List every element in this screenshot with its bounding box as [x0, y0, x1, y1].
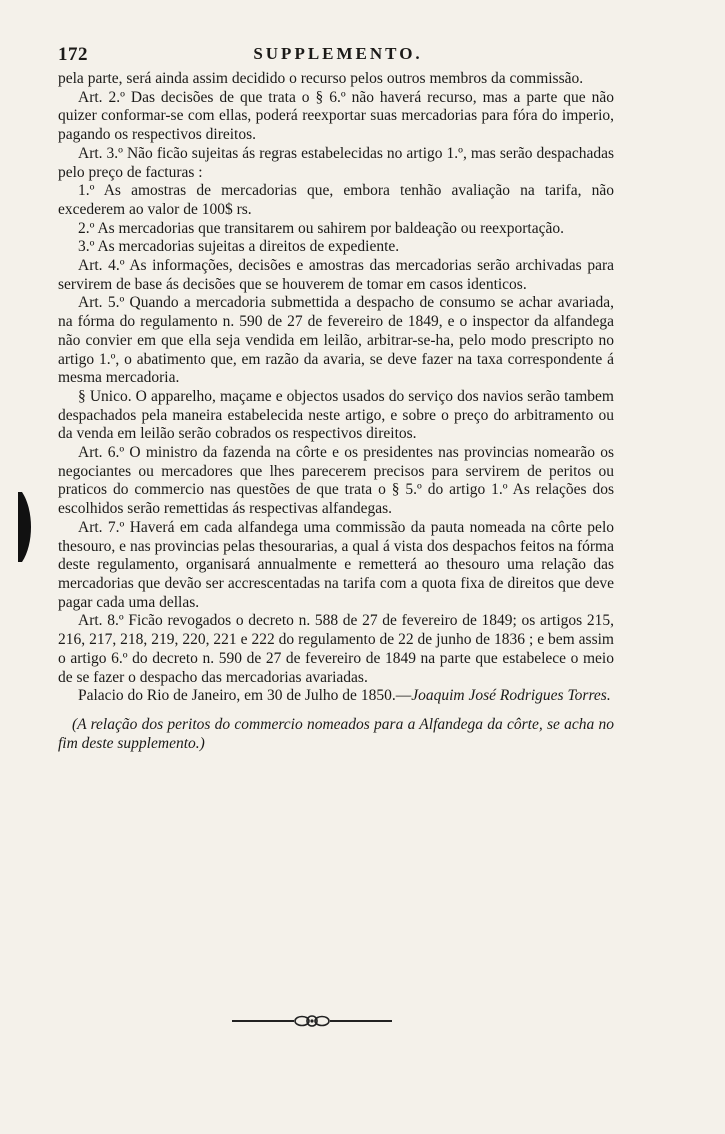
running-header — [58, 44, 618, 66]
ornament-rule — [232, 1014, 392, 1028]
paragraph-item-1: 1.º As amostras de mercadorias que, embora tenhão avaliação na tarifa, não excederem ao valor de 100$ rs. — [58, 182, 614, 218]
paragraph-art-2: Art. 2.º Das decisões de que trata o § 6.º não haverá recurso, mas a parte que não quizer conformar-se com ellas, poderá reexportar suas mercadorias para fóra do imperio, pagando os respectivos direitos. — [58, 88, 614, 144]
page-number: 172 — [58, 44, 88, 65]
editorial-note: (A relação dos peritos do commercio nomeados para a Alfandega da côrte, se acha no fim deste supplemento.) — [58, 715, 614, 752]
paragraph-art-3: Art. 3.º Não ficão sujeitas ás regras estabelecidas no artigo 1.º, mas serão despachadas pelo preço de facturas : — [58, 144, 614, 181]
paragraph-art-8: Art. 8.º Ficão revogados o decreto n. 588 de 27 de fevereiro de 1849; os artigos 215, 216, 217, 218, 219, 220, 221 e 222 do regulamento de 22 de junho de 1836 ; e bem assim o artigo 6.º do decreto n. 590 de 27 de fevereiro de 1849 na parte que estabelece o meio de se fazer o despacho das mercadorias avariadas. — [58, 612, 614, 686]
paragraph-item-2: 2.º As mercadorias que transitarem ou sahirem por baldeação ou reexportação. — [78, 219, 564, 237]
paragraph-item-3: 3.º As mercadorias sujeitas a direitos de expediente. — [78, 238, 400, 256]
signature-name: Joaquim José Rodrigues Torres. — [411, 687, 611, 705]
paragraph-art-5: Art. 5.º Quando a mercadoria submettida a despacho de consumo se achar avariada, na fórma do regulamento n. 590 de 27 de fevereiro de 1849, e o inspector da alfandega não convier em que ella seja vendida em leilão, arbitrar-se-ha, pelo modo prescripto no artigo 1.º, o abatimento que, em razão da avaria, se deve fazer na taxa correspondente á mesma mercadoria. — [58, 294, 614, 387]
running-title: SUPPLEMENTO. — [253, 44, 423, 63]
paragraph-unico: § Unico. O apparelho, maçame e objectos usados do serviço dos navios serão tambem despachados pela maneira estabelecida neste artigo, e sobre o preço do arbitramento ou da venda em leilão serão cobrados os respectivos direitos. — [58, 387, 614, 443]
paragraph-art-6: Art. 6.º O ministro da fazenda na côrte e os presidentes nas provincias nomearão os negociantes ou mercadores que lhes parecerem precisos para servirem de peritos ou praticos do commercio nas questões de que trata o § 5.º do artigo 1.º As relações dos escolhidos serão remettidas ás respectivas alfandegas. — [58, 444, 614, 518]
paragraph-art-4: Art. 4.º As informações, decisões e amostras das mercadorias serão archivadas para servirem de base ás decisões que se houverem de tomar em casos identicos. — [58, 257, 614, 293]
paragraph-continuation: pela parte, será ainda assim decidido o recurso pelos outros membros da commissão. — [58, 70, 584, 87]
signature-line — [58, 687, 614, 706]
page-edge-mark — [18, 492, 36, 562]
paragraph-art-7: Art. 7.º Haverá em cada alfandega uma commissão da pauta nomeada na côrte pelo thesouro, e nas provincias pelas thesourarias, a qual á vista dos despachos feitos na fórma deste regulamento, organisará annualmente e remetterá ao thesouro uma relação das mercadorias que devão ser accrescentadas na tarifa com a quota fixa de direitos que deve pagar cada uma dellas. — [58, 518, 614, 611]
body-text — [58, 70, 614, 753]
signature-place-date: Palacio do Rio de Janeiro, em 30 de Julho de 1850.— — [78, 687, 412, 705]
